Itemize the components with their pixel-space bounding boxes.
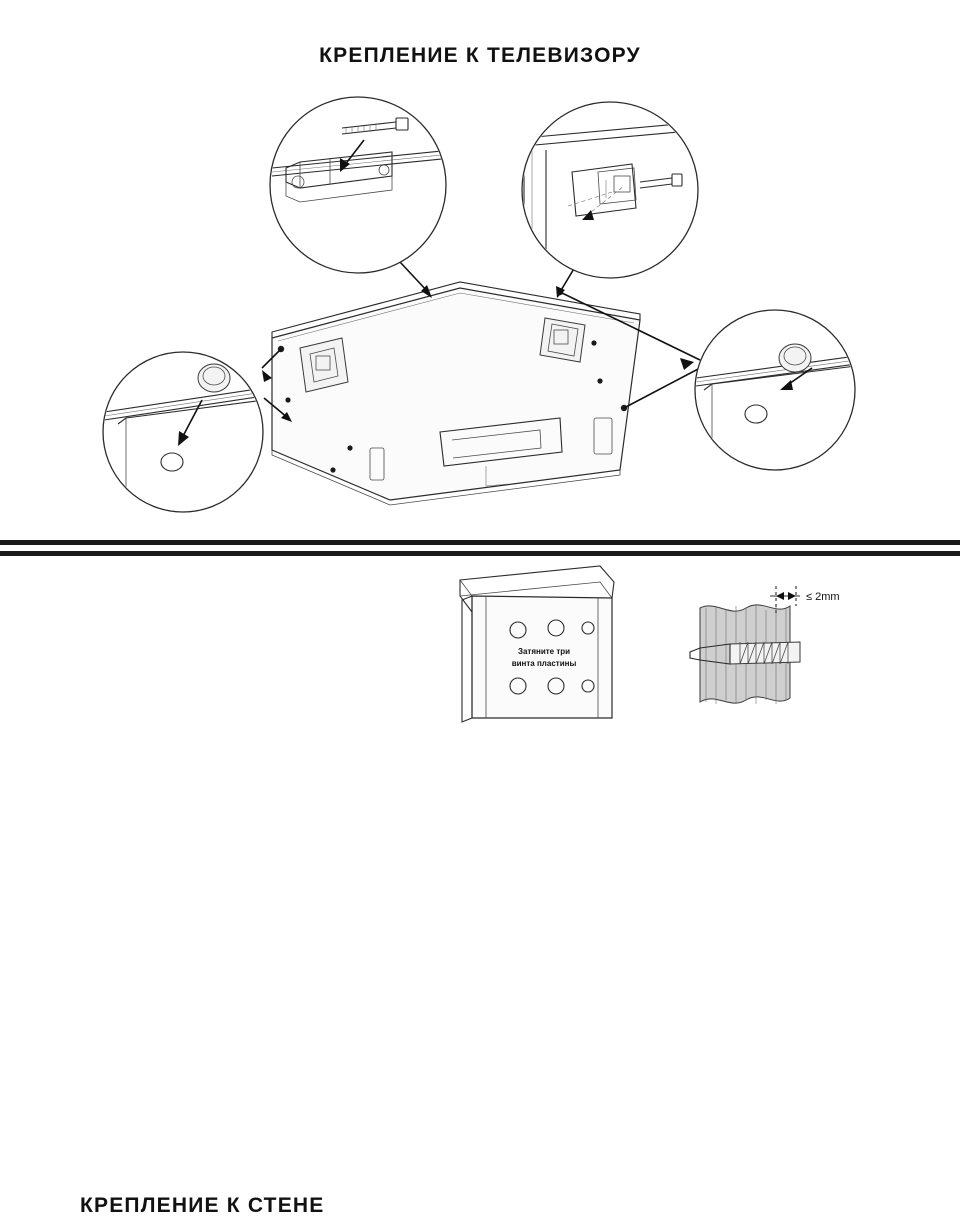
plate-caption-line1: Затяните три (517, 647, 571, 656)
detail-right (695, 310, 856, 472)
vesa-plate-right (540, 318, 585, 362)
detail-left (103, 352, 264, 512)
plate-caption-line2: винта пластины (511, 659, 577, 668)
tv-mount-illustration (0, 0, 960, 540)
section-divider-top (0, 540, 960, 545)
anchor-depth-dimension: ≤ 2mm (806, 591, 840, 603)
anchor-depth-figure (690, 586, 840, 704)
wall-mount-section (0, 556, 960, 1217)
wall-mount-illustration (0, 556, 960, 744)
wall-section-title: КРЕПЛЕНИЕ К СТЕНЕ (80, 1194, 325, 1217)
plate-screws-figure (460, 566, 614, 722)
tv-section-title: КРЕПЛЕНИЕ К ТЕЛЕВИЗОРУ (319, 44, 641, 67)
tv-mount-section (0, 0, 960, 540)
detail-top-right (522, 102, 700, 278)
tv-back-panel (272, 282, 640, 505)
detail-top-left (270, 97, 452, 273)
vesa-plate-left (300, 338, 348, 392)
